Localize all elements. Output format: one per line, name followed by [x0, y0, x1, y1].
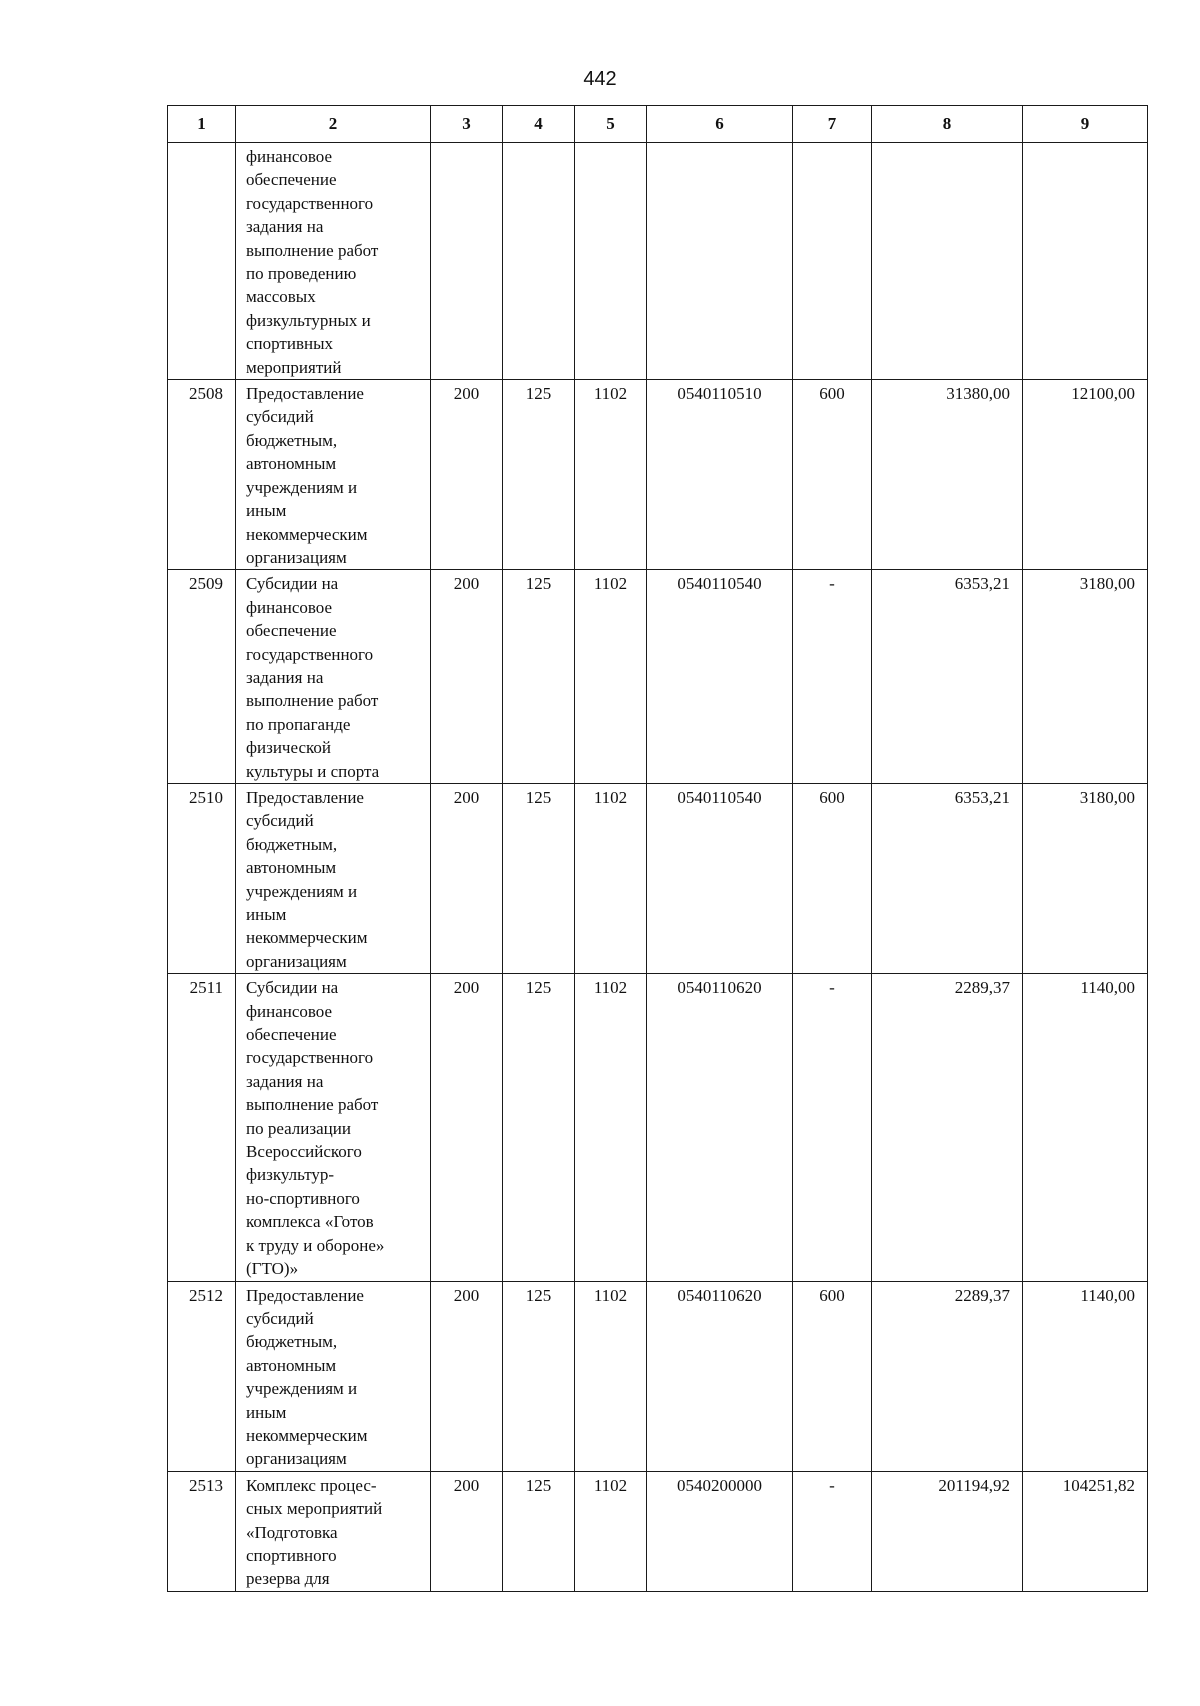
description-line: «Подготовка — [246, 1522, 338, 1542]
description-line: организациям — [246, 951, 347, 971]
description-line: по пропаганде — [246, 714, 351, 734]
description-line: Субсидии на — [246, 574, 339, 594]
code-3-cell — [431, 143, 503, 380]
description-line: задания на — [246, 667, 324, 687]
amount-8-cell: 6353,21 — [872, 570, 1023, 784]
description-line: физкультур- — [246, 1165, 335, 1185]
description-line: автономным — [246, 1355, 337, 1375]
description-line: учреждениям и — [246, 477, 358, 497]
description-line: мероприятий — [246, 357, 342, 377]
description-line: учреждениям и — [246, 881, 358, 901]
code-5-cell — [575, 143, 647, 380]
code-5-cell: 1102 — [575, 974, 647, 1281]
page-number: 442 — [583, 68, 617, 90]
description-line: выполнение работ — [246, 1095, 379, 1115]
code-3-cell: 200 — [431, 783, 503, 973]
description-line: финансовое — [246, 597, 333, 617]
table-row — [168, 1281, 1148, 1471]
code-3-cell: 200 — [431, 974, 503, 1281]
row-number-cell: 2512 — [168, 1281, 236, 1471]
column-header-7: 7 — [793, 106, 872, 143]
description-line: Предоставление — [246, 384, 364, 404]
target-code-cell — [647, 143, 793, 380]
expense-type-cell: 600 — [793, 1281, 872, 1471]
amount-9-cell: 104251,82 — [1023, 1471, 1148, 1591]
table-body — [168, 143, 1148, 1592]
description-line: спортивных — [246, 334, 333, 354]
description-line: некоммерческим — [246, 928, 368, 948]
expense-type-cell: - — [793, 974, 872, 1281]
description-line: сных мероприятий — [246, 1499, 383, 1519]
row-number-cell: 2509 — [168, 570, 236, 784]
description-line: физкультурных и — [246, 310, 371, 330]
description-line: субсидий — [246, 811, 314, 831]
table-row — [168, 1471, 1148, 1591]
description-line: организациям — [246, 547, 347, 567]
amount-9-cell: 3180,00 — [1023, 783, 1148, 973]
description-line: (ГТО)» — [246, 1259, 299, 1279]
description-cell — [236, 1471, 431, 1591]
table-header-row — [168, 106, 1148, 143]
target-code-cell: 0540110540 — [647, 783, 793, 973]
code-5-cell: 1102 — [575, 380, 647, 570]
amount-8-cell: 2289,37 — [872, 1281, 1023, 1471]
column-header-3: 3 — [431, 106, 503, 143]
amount-9-cell: 12100,00 — [1023, 380, 1148, 570]
description-line: по проведению — [246, 264, 357, 284]
amount-8-cell: 31380,00 — [872, 380, 1023, 570]
amount-9-cell — [1023, 143, 1148, 380]
description-line: организациям — [246, 1449, 347, 1469]
description-line: Комплекс процес- — [246, 1475, 377, 1495]
description-line: обеспечение — [246, 170, 337, 190]
description-line: но-спортивного — [246, 1188, 360, 1208]
description-line: некоммерческим — [246, 1425, 368, 1445]
target-code-cell: 0540110620 — [647, 1281, 793, 1471]
amount-9-cell: 1140,00 — [1023, 974, 1148, 1281]
column-header-5: 5 — [575, 106, 647, 143]
column-header-9: 9 — [1023, 106, 1148, 143]
description-cell — [236, 380, 431, 570]
description-line: государственного — [246, 193, 374, 213]
target-code-cell: 0540200000 — [647, 1471, 793, 1591]
description-cell — [236, 570, 431, 784]
description-line: резерва для — [246, 1569, 330, 1589]
code-4-cell — [503, 143, 575, 380]
description-line: бюджетным, — [246, 834, 338, 854]
expense-type-cell: - — [793, 1471, 872, 1591]
code-4-cell: 125 — [503, 783, 575, 973]
table-row — [168, 570, 1148, 784]
description-line: Субсидии на — [246, 978, 339, 998]
column-header-6: 6 — [647, 106, 793, 143]
table-row — [168, 380, 1148, 570]
description-line: Всероссийского — [246, 1142, 362, 1162]
code-3-cell: 200 — [431, 380, 503, 570]
description-line: финансовое — [246, 147, 333, 166]
description-line: выполнение работ — [246, 240, 379, 260]
amount-9-cell: 3180,00 — [1023, 570, 1148, 784]
expense-type-cell: 600 — [793, 380, 872, 570]
description-line: комплекса «Готов — [246, 1212, 374, 1232]
row-number-cell: 2511 — [168, 974, 236, 1281]
amount-8-cell: 6353,21 — [872, 783, 1023, 973]
description-line: бюджетным, — [246, 1332, 338, 1352]
description-line: задания на — [246, 217, 324, 237]
description-line: Предоставление — [246, 787, 364, 807]
description-line: выполнение работ — [246, 691, 379, 711]
budget-table — [167, 105, 1148, 1592]
description-cell — [236, 1281, 431, 1471]
description-line: некоммерческим — [246, 524, 368, 544]
target-code-cell: 0540110510 — [647, 380, 793, 570]
expense-type-cell: 600 — [793, 783, 872, 973]
description-cell — [236, 783, 431, 973]
description-line: автономным — [246, 858, 337, 878]
description-line: спортивного — [246, 1545, 337, 1565]
description-line: учреждениям и — [246, 1379, 358, 1399]
amount-9-cell: 1140,00 — [1023, 1281, 1148, 1471]
description-line: физической — [246, 738, 331, 758]
code-4-cell: 125 — [503, 974, 575, 1281]
table-row — [168, 143, 1148, 380]
column-header-4: 4 — [503, 106, 575, 143]
description-line: культуры и спорта — [246, 761, 380, 781]
code-5-cell: 1102 — [575, 783, 647, 973]
row-number-cell: 2508 — [168, 380, 236, 570]
description-line: субсидий — [246, 407, 314, 427]
table-row — [168, 783, 1148, 973]
row-number-cell — [168, 143, 236, 380]
description-line: массовых — [246, 287, 316, 307]
row-number-cell: 2513 — [168, 1471, 236, 1591]
code-3-cell: 200 — [431, 1281, 503, 1471]
code-4-cell: 125 — [503, 1471, 575, 1591]
code-5-cell: 1102 — [575, 1471, 647, 1591]
amount-8-cell — [872, 143, 1023, 380]
column-header-8: 8 — [872, 106, 1023, 143]
description-cell — [236, 143, 431, 380]
amount-8-cell: 2289,37 — [872, 974, 1023, 1281]
description-line: иным — [246, 501, 287, 521]
expense-type-cell: - — [793, 570, 872, 784]
description-line: Предоставление — [246, 1285, 364, 1305]
description-line: обеспечение — [246, 1025, 337, 1045]
description-line: финансовое — [246, 1001, 333, 1021]
description-line: иным — [246, 1402, 287, 1422]
amount-8-cell: 201194,92 — [872, 1471, 1023, 1591]
description-line: государственного — [246, 644, 374, 664]
code-5-cell: 1102 — [575, 570, 647, 784]
description-line: государственного — [246, 1048, 374, 1068]
description-line: субсидий — [246, 1308, 314, 1328]
column-header-1: 1 — [168, 106, 236, 143]
expense-type-cell — [793, 143, 872, 380]
description-cell — [236, 974, 431, 1281]
target-code-cell: 0540110540 — [647, 570, 793, 784]
description-line: бюджетным, — [246, 430, 338, 450]
code-4-cell: 125 — [503, 380, 575, 570]
description-line: по реализации — [246, 1118, 351, 1138]
code-3-cell: 200 — [431, 570, 503, 784]
description-line: обеспечение — [246, 621, 337, 641]
description-line: к труду и обороне» — [246, 1235, 385, 1255]
target-code-cell: 0540110620 — [647, 974, 793, 1281]
code-3-cell: 200 — [431, 1471, 503, 1591]
row-number-cell: 2510 — [168, 783, 236, 973]
description-line: задания на — [246, 1071, 324, 1091]
description-line: автономным — [246, 454, 337, 474]
code-4-cell: 125 — [503, 1281, 575, 1471]
table-row — [168, 974, 1148, 1281]
code-4-cell: 125 — [503, 570, 575, 784]
code-5-cell: 1102 — [575, 1281, 647, 1471]
description-line: иным — [246, 905, 287, 924]
column-header-2: 2 — [236, 106, 431, 143]
